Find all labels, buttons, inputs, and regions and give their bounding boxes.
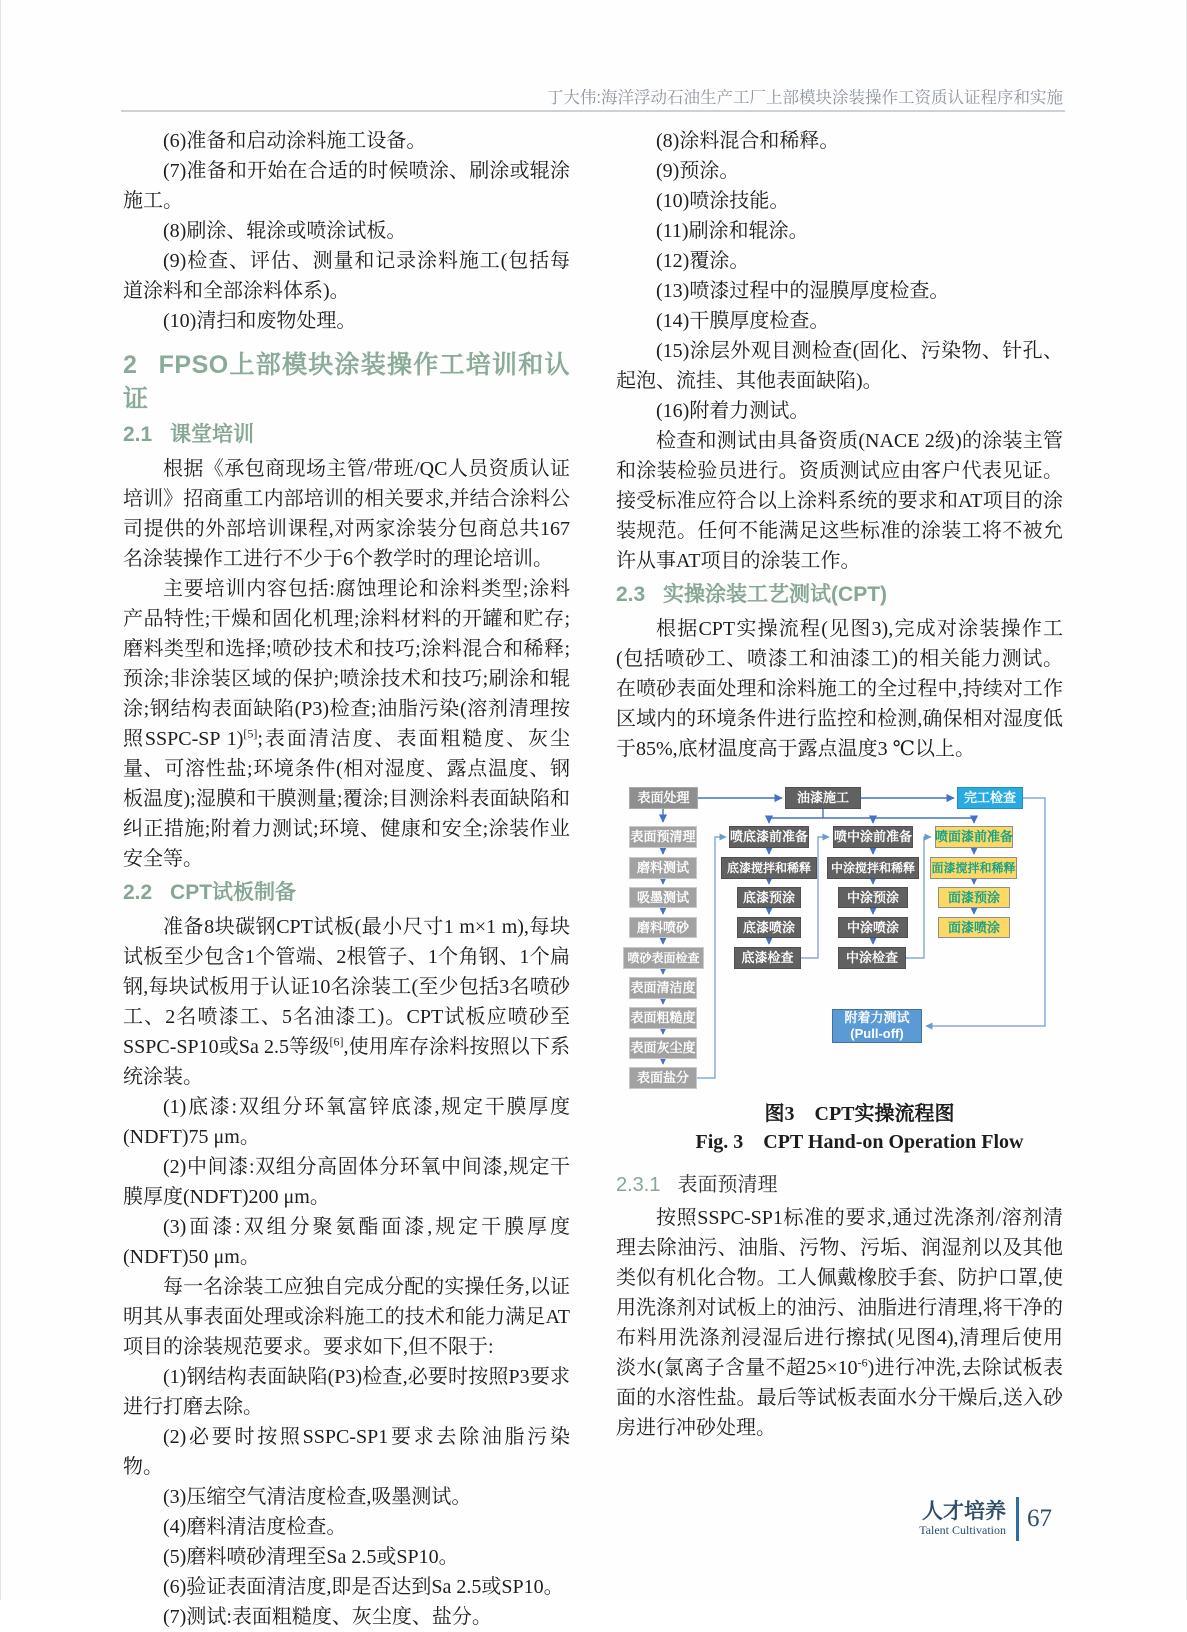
footer-label-cn: 人才培养 bbox=[922, 1500, 1006, 1523]
paragraph-text: )进行冲洗,去除试板表面的水溶性盐。最后等试板表面水分干燥后,送入砂房进行冲砂处理。 bbox=[616, 1357, 1063, 1439]
list-item: (11)刷涂和辊涂。 bbox=[656, 220, 809, 242]
list-item: (9)检查、评估、测量和记录涂料施工(包括每道涂料和全部涂料体系)。 bbox=[123, 250, 570, 302]
flow-node-topcoat-spray: 面漆喷涂 bbox=[938, 917, 1010, 938]
section-2-heading bbox=[123, 348, 570, 416]
flow-node-surface-treatment: 表面处理 bbox=[629, 787, 698, 809]
list-item: (16)附着力测试。 bbox=[656, 400, 810, 422]
list-item: (1)钢结构表面缺陷(P3)检查,必要时按照P3要求进行打磨去除。 bbox=[123, 1366, 570, 1418]
section-title: FPSO上部模块涂装操作工培训和认证 bbox=[123, 351, 570, 413]
section-2-3-heading bbox=[616, 582, 1063, 608]
section-number: 2.3 bbox=[616, 583, 646, 606]
flow-node-abrasive-test: 磨料测试 bbox=[629, 857, 697, 879]
flow-node-topcoat-prep: 喷面漆前准备 bbox=[935, 826, 1013, 848]
flow-node-surface-dust: 表面灰尘度 bbox=[629, 1037, 697, 1059]
paragraph-text: 主要培训内容包括:腐蚀理论和涂料类型;涂料产品特性;干燥和固化机理;涂料材料的开罐和贮存;磨料类型和选择;喷砂技术和技巧;涂料混合和稀释;预涂;非涂装区域的保护;喷涂技术和技巧;刷涂和辊涂;钢结构表面缺陷(P3)检查;油脂污染(溶剂清理按照SSPC-SP 1) bbox=[123, 578, 570, 750]
running-head: 丁大伟:海洋浮动石油生产工厂上部模块涂装操作工资质认证程序和实施 bbox=[546, 89, 1063, 107]
paragraph: 根据CPT实操流程(见图3),完成对涂装操作工(包括喷砂工、喷漆工和油漆工)的相关能力测试。在喷砂表面处理和涂料施工的全过程中,持续对工作区域内的环境条件进行监控和检测,确保相对湿度低于85%,底材温度高于露点温度3 ℃以上。 bbox=[616, 618, 1063, 760]
list-item: (14)干膜厚度检查。 bbox=[656, 310, 830, 332]
flow-node-mid-precoat: 中涂预涂 bbox=[838, 887, 908, 908]
list-item: (12)覆涂。 bbox=[656, 250, 750, 272]
flow-node-primer-check: 底漆检查 bbox=[734, 947, 801, 969]
section-2-2-heading bbox=[123, 880, 570, 906]
flow-node-primer-spray: 底漆喷涂 bbox=[737, 917, 801, 938]
list-item: (1)底漆:双组分环氧富锌底漆,规定干膜厚度(NDFT)75 μm。 bbox=[123, 1096, 570, 1148]
header-rule bbox=[121, 110, 1065, 112]
right-column bbox=[616, 126, 1063, 1443]
flow-node-surface-cleanliness: 表面清洁度 bbox=[629, 977, 697, 999]
flow-node-topcoat-mix: 面漆搅拌和稀释 bbox=[930, 857, 1017, 879]
paragraph-text: ,使用库存涂料按照以下系统涂装。 bbox=[123, 1036, 571, 1088]
flow-node-pull-off-test bbox=[832, 1009, 922, 1043]
paragraph-text: ;表面清洁度、表面粗糙度、灰尘量、可溶性盐;环境条件(相对湿度、露点温度、钢板温度);湿膜和干膜测量;覆涂;目测涂料表面缺陷和纠正措施;附着力测试;环境、健康和安全;涂装作业安全等。 bbox=[123, 728, 570, 870]
list-item: (3)面漆:双组分聚氨酯面漆,规定干膜厚度(NDFT)50 μm。 bbox=[123, 1216, 570, 1268]
citation-superscript: [5] bbox=[243, 726, 258, 741]
list-item: (10)喷涂技能。 bbox=[656, 190, 790, 212]
list-item: (7)测试:表面粗糙度、灰尘度、盐分。 bbox=[163, 1606, 492, 1628]
footer-divider-bar bbox=[1016, 1497, 1019, 1541]
list-item: (4)磨料清洁度检查。 bbox=[163, 1516, 347, 1538]
list-item: (7)准备和开始在合适的时候喷涂、刷涂或辊涂施工。 bbox=[123, 160, 570, 212]
list-item: (5)磨料喷砂清理至Sa 2.5或SP10。 bbox=[163, 1546, 459, 1568]
list-item: (2)必要时按照SSPC-SP1要求去除油脂污染物。 bbox=[123, 1426, 570, 1478]
exponent-superscript: -6 bbox=[857, 1355, 868, 1370]
citation-superscript: [6] bbox=[329, 1034, 344, 1049]
flow-node-surface-roughness: 表面粗糙度 bbox=[629, 1007, 697, 1029]
page-edge-left bbox=[0, 0, 1, 1600]
paragraph: 每一名涂装工应独自完成分配的实操任务,以证明其从事表面处理或涂料施工的技术和能力满足AT项目的涂装规范要求。要求如下,但不限于: bbox=[123, 1276, 570, 1358]
list-item: (8)涂料混合和稀释。 bbox=[656, 130, 840, 152]
section-title: 课堂培训 bbox=[170, 423, 255, 446]
section-number: 2 bbox=[123, 351, 138, 379]
flow-node-ink-absorption-test: 吸墨测试 bbox=[629, 887, 697, 908]
section-2-1-heading bbox=[123, 422, 570, 448]
section-number: 2.1 bbox=[123, 423, 153, 446]
section-title: 实操涂装工艺测试(CPT) bbox=[663, 583, 888, 606]
list-item: (3)压缩空气清洁度检查,吸墨测试。 bbox=[163, 1486, 472, 1508]
footer-label-en: Talent Cultivation bbox=[919, 1523, 1006, 1537]
list-item: (10)清扫和废物处理。 bbox=[163, 310, 357, 332]
paragraph: 检查和测试由具备资质(NACE 2级)的涂装主管和涂装检验员进行。资质测试应由客户代表见证。接受标准应符合以上涂料系统的要求和AT项目的涂装规范。任何不能满足这些标准的涂装工将不被允许从事AT项目的涂装工作。 bbox=[616, 430, 1063, 572]
flow-node-primer-mix: 底漆搅拌和稀释 bbox=[721, 857, 817, 879]
list-item: (13)喷漆过程中的湿膜厚度检查。 bbox=[656, 280, 950, 302]
list-item: (6)验证表面清洁度,即是否达到Sa 2.5或SP10。 bbox=[163, 1576, 564, 1598]
flow-node-topcoat-precoat: 面漆预涂 bbox=[938, 887, 1010, 908]
figure-caption-en: Fig. 3 CPT Hand-on Operation Flow bbox=[695, 1131, 1024, 1153]
flow-node-mid-spray: 中涂喷涂 bbox=[838, 917, 908, 938]
list-item: (8)刷涂、辊涂或喷涂试板。 bbox=[163, 220, 407, 242]
section-title: 表面预清理 bbox=[677, 1174, 778, 1196]
cpt-flowchart bbox=[609, 778, 1079, 1100]
flow-node-mid-check: 中涂检查 bbox=[838, 947, 906, 969]
footer-section-label bbox=[919, 1501, 1006, 1537]
list-item: (2)中间漆:双组分高固体分环氧中间漆,规定干膜厚度(NDFT)200 μm。 bbox=[123, 1156, 570, 1208]
flow-node-surface-precleaning: 表面预清理 bbox=[629, 826, 697, 848]
flow-node-surface-salt: 表面盐分 bbox=[629, 1067, 697, 1089]
pull-off-label-en: (Pull-off) bbox=[850, 1026, 904, 1041]
section-title: CPT试板制备 bbox=[170, 881, 297, 904]
list-item: (9)预涂。 bbox=[656, 160, 740, 182]
paragraph: 根据《承包商现场主管/带班/QC人员资质认证培训》招商重工内部培训的相关要求,并结合涂料公司提供的外部培训课程,对两家涂装分包商总共167名涂装操作工进行不少于6个教学时的理论培训。 bbox=[123, 458, 570, 570]
section-2-3-1-heading bbox=[616, 1172, 1063, 1198]
paragraph bbox=[123, 912, 570, 1092]
figure-caption-cn: 图3 CPT实操流程图 bbox=[764, 1103, 955, 1125]
flow-node-paint-construction: 油漆施工 bbox=[785, 787, 861, 809]
paragraph bbox=[123, 574, 570, 874]
page-number: 67 bbox=[1027, 1505, 1052, 1532]
flow-node-completion-check: 完工检查 bbox=[957, 787, 1023, 809]
page-footer bbox=[852, 1497, 1052, 1541]
flow-node-abrasive-blasting: 磨料喷砂 bbox=[629, 917, 697, 938]
list-item: (6)准备和启动涂料施工设备。 bbox=[163, 130, 427, 152]
pull-off-label-cn: 附着力测试 bbox=[844, 1010, 910, 1025]
list-item: (15)涂层外观目测检查(固化、污染物、针孔、起泡、流挂、其他表面缺陷)。 bbox=[616, 340, 1063, 392]
left-column bbox=[123, 126, 570, 1632]
flow-node-blasted-surface-check: 喷砂表面检查 bbox=[623, 947, 704, 969]
section-number: 2.2 bbox=[123, 881, 153, 904]
flow-node-mid-prep: 喷中涂前准备 bbox=[833, 826, 913, 848]
section-number: 2.3.1 bbox=[616, 1174, 661, 1196]
flow-node-primer-prep: 喷底漆前准备 bbox=[729, 826, 809, 848]
paragraph-text: 准备8块碳钢CPT试板(最小尺寸1 m×1 m),每块试板至少包含1个管端、2根管子、1个角钢、1个扁钢,每块试板用于认证10名涂装工(至少包括3名喷砂工、2名喷漆工、5名油漆工)。CPT试板应喷砂至SSPC-SP10或Sa 2.5等级 bbox=[123, 916, 570, 1058]
paragraph-text: 按照SSPC-SP1标准的要求,通过洗涤剂/溶剂清理去除油污、油脂、污物、污垢、润湿剂以及其他类似有机化合物。工人佩戴橡胶手套、防护口罩,使用洗涤剂对试板上的油污、油脂进行清理,将干净的布料用洗涤剂浸湿后进行擦拭(见图4),清理后使用淡水(氯离子含量不超25×10 bbox=[616, 1207, 1063, 1379]
paragraph bbox=[616, 1203, 1063, 1443]
flow-node-primer-precoat: 底漆预涂 bbox=[737, 887, 801, 908]
flow-node-mid-mix: 中涂搅拌和稀释 bbox=[827, 857, 919, 879]
